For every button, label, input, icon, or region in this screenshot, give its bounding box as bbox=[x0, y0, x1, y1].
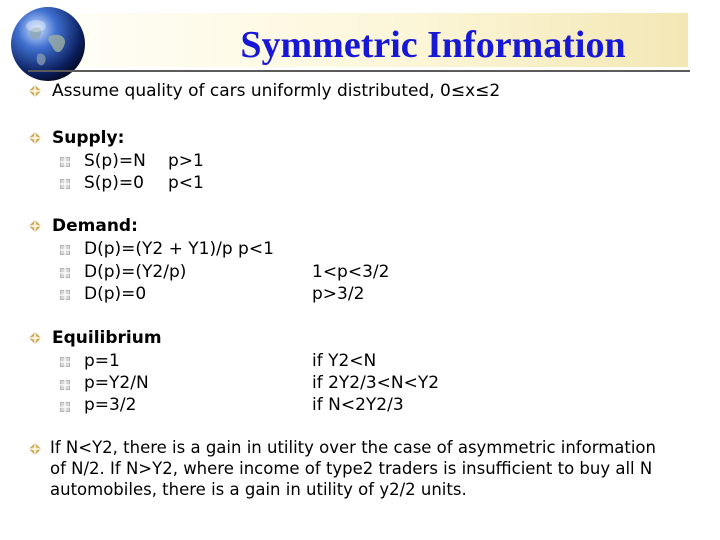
diamond-bullet-icon bbox=[29, 85, 41, 97]
equilibrium-expr: p=1 bbox=[84, 351, 120, 371]
diamond-bullet-icon bbox=[29, 332, 41, 344]
diamond-bullet-icon bbox=[29, 132, 41, 144]
equilibrium-heading: Equilibrium bbox=[52, 328, 162, 348]
title-divider bbox=[28, 70, 690, 72]
conclusion-line: of N/2. If N>Y2, where income of type2 traders is insufficient to buy all N bbox=[50, 459, 653, 478]
supply-expr: S(p)=N bbox=[84, 151, 146, 171]
demand-cond: 1<p<3/2 bbox=[312, 262, 390, 282]
demand-heading: Demand: bbox=[52, 216, 138, 236]
demand-expr: D(p)=(Y2 + Y1)/p p<1 bbox=[84, 239, 274, 259]
intro-text: Assume quality of cars uniformly distributed, 0≤x≤2 bbox=[52, 81, 501, 101]
page-title: Symmetric Information bbox=[240, 24, 626, 66]
supply-heading: Supply: bbox=[52, 128, 125, 148]
demand-cond: p>3/2 bbox=[312, 284, 365, 304]
square-bullet-icon bbox=[60, 402, 70, 412]
conclusion-line: automobiles, there is a gain in utility of y2/2 units. bbox=[50, 480, 467, 499]
square-bullet-icon bbox=[60, 290, 70, 300]
square-bullet-icon bbox=[60, 268, 70, 278]
equilibrium-expr: p=Y2/N bbox=[84, 373, 149, 393]
diamond-bullet-icon bbox=[29, 443, 41, 455]
square-bullet-icon bbox=[60, 245, 70, 255]
square-bullet-icon bbox=[60, 380, 70, 390]
equilibrium-cond: if Y2<N bbox=[312, 351, 377, 371]
demand-expr: D(p)=(Y2/p) bbox=[84, 262, 187, 282]
square-bullet-icon bbox=[60, 357, 70, 367]
supply-expr: S(p)=0 bbox=[84, 173, 144, 193]
equilibrium-expr: p=3/2 bbox=[84, 395, 137, 415]
supply-cond: p<1 bbox=[168, 173, 204, 193]
equilibrium-cond: if 2Y2/3<N<Y2 bbox=[312, 373, 440, 393]
square-bullet-icon bbox=[60, 157, 70, 167]
supply-cond: p>1 bbox=[168, 151, 204, 171]
diamond-bullet-icon bbox=[29, 220, 41, 232]
demand-expr: D(p)=0 bbox=[84, 284, 147, 304]
conclusion-line: If N<Y2, there is a gain in utility over the case of asymmetric information bbox=[50, 438, 656, 457]
square-bullet-icon bbox=[60, 179, 70, 189]
equilibrium-cond: if N<2Y2/3 bbox=[312, 395, 404, 415]
